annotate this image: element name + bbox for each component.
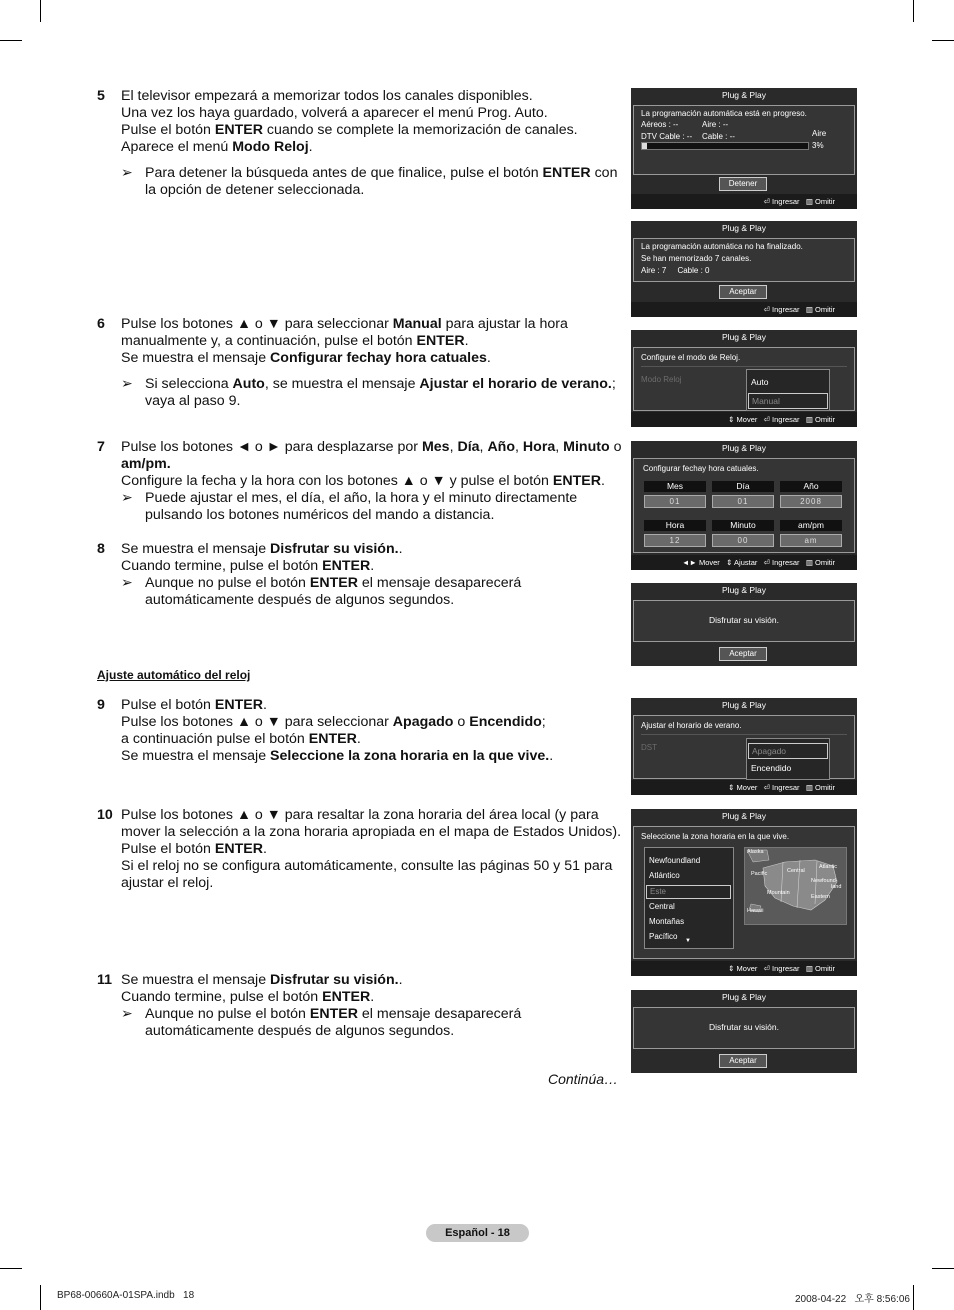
step-line: Cuando termine, pulse el botón ENTER. <box>121 989 375 1005</box>
crop-mark <box>913 1285 914 1310</box>
page-number-badge: Español - 18 <box>426 1224 529 1242</box>
step-line: Cuando termine, pulse el botón ENTER. <box>121 558 375 574</box>
step-line: Pulse los botones ▲ o ▼ para seleccionar Apagado o Encendido; <box>121 714 546 730</box>
updown-icon: ⇕ <box>728 783 735 792</box>
step-line: Pulse el botón ENTER. <box>121 697 267 713</box>
option-manual[interactable]: Manual <box>748 393 828 409</box>
crop-mark <box>0 40 22 41</box>
osd-message: Aire : 7 Cable : 0 <box>641 266 710 275</box>
step-line: Si el reloj no se configura automáticamente, consulte las páginas 50 y 51 para ajustar el reloj. <box>121 858 613 891</box>
osd-title: Plug & Play <box>722 332 766 342</box>
updown-icon: ⇕ <box>728 964 735 973</box>
stop-button[interactable]: Detener <box>719 177 767 191</box>
timezone-item[interactable]: Central <box>649 902 675 911</box>
progress-fill <box>642 143 647 149</box>
osd-panel <box>633 347 855 411</box>
us-map <box>744 847 847 925</box>
osd-footer: ⇕ Mover ⏎ Ingresar ▥ Omitir <box>631 961 857 976</box>
updown-icon: ⇕ <box>726 558 733 567</box>
skip-icon: ▥ <box>805 305 813 314</box>
print-file-label: BP68-00660A-01SPA.indb 18 <box>57 1290 195 1301</box>
osd-text: DTV Cable : -- <box>641 132 693 141</box>
osd-panel <box>633 105 855 175</box>
crop-mark <box>0 1268 22 1269</box>
step-note: ➢ Aunque no pulse el botón ENTER el mensaje desaparecerá automáticamente después de algunos segundos. <box>121 1006 522 1039</box>
minute-header: Minuto <box>712 520 774 531</box>
section-heading: Ajuste automático del reloj <box>97 668 251 682</box>
step-number: 10 <box>97 807 113 823</box>
step-note: ➢ Aunque no pulse el botón ENTER el mensaje desaparecerá automáticamente después de algunos segundos. <box>121 575 522 608</box>
map-label: Newfound- <box>811 878 838 884</box>
osd-message: Seleccione la zona horaria en la que vive. <box>641 832 790 841</box>
skip-icon: ▥ <box>805 197 813 206</box>
osd-enjoy-screen <box>631 583 857 666</box>
step-line: Pulse el botón ENTER cuando se complete la memorización de canales. <box>121 122 578 138</box>
crop-mark <box>40 0 41 22</box>
osd-text: Cable : -- <box>702 132 735 141</box>
step-line: Configure la fecha y la hora con los botones ▲ o ▼ y pulse el botón ENTER. <box>121 473 605 489</box>
osd-panel <box>633 600 855 642</box>
osd-title: Plug & Play <box>722 443 766 453</box>
print-date-label: 2008-04-22 오후 8:56:06 <box>795 1294 910 1305</box>
arrow-icon: ➢ <box>121 490 133 506</box>
arrow-icon: ➢ <box>121 165 133 181</box>
accept-button[interactable]: Aceptar <box>719 1054 767 1068</box>
step-number: 6 <box>97 316 105 332</box>
crop-mark <box>932 40 954 41</box>
osd-footer: ⇕ Mover ⏎ Ingresar ▥ Omitir <box>631 412 857 427</box>
step-line: Aparece el menú Modo Reloj. <box>121 139 313 155</box>
step-8 <box>97 541 622 609</box>
osd-title: Plug & Play <box>722 90 766 100</box>
osd-text: Aire : -- <box>702 120 729 129</box>
step-9 <box>97 697 622 765</box>
crop-mark <box>40 1285 41 1310</box>
month-field[interactable]: 01 <box>644 495 706 508</box>
skip-icon: ▥ <box>805 558 813 567</box>
osd-footer: ⏎ Ingresar ▥ Omitir <box>631 194 857 209</box>
scroll-down-icon[interactable]: ▼ <box>685 938 691 944</box>
year-header: Año <box>780 481 842 492</box>
step-number: 9 <box>97 697 105 713</box>
step-note: ➢ Si selecciona Auto, se muestra el mensaje Ajustar el horario de verano.; vaya al paso 9. <box>121 376 616 409</box>
progress-bar <box>641 142 809 150</box>
step-number: 8 <box>97 541 105 557</box>
osd-enjoy-screen-2 <box>631 990 857 1073</box>
osd-message: Disfrutar su visión. <box>709 615 779 625</box>
updown-icon: ⇕ <box>728 415 735 424</box>
step-note: ➢ Para detener la búsqueda antes de que finalice, pulse el botón ENTER con la opción de detener seleccionada. <box>121 165 618 198</box>
enter-icon: ⏎ <box>763 783 770 792</box>
osd-clock-mode-screen <box>631 330 857 427</box>
progress-percent: 3% <box>812 141 824 150</box>
step-line: El televisor empezará a memorizar todos los canales disponibles. <box>121 88 533 104</box>
osd-progress-screen <box>631 88 857 209</box>
osd-text: Aéreos : -- <box>641 120 679 129</box>
arrow-icon: ➢ <box>121 575 133 591</box>
osd-panel <box>633 238 855 282</box>
osd-message: La programación automática no ha finalizado. <box>641 242 803 251</box>
option-auto[interactable]: Auto <box>751 377 769 387</box>
osd-panel <box>633 1007 855 1049</box>
step-line: Pulse el botón ENTER. <box>121 841 267 857</box>
step-number: 5 <box>97 88 105 104</box>
osd-title: Plug & Play <box>722 223 766 233</box>
crop-mark <box>932 1268 954 1269</box>
osd-panel <box>633 826 855 959</box>
enter-icon: ⏎ <box>763 964 770 973</box>
ampm-header: am/pm <box>780 520 842 531</box>
osd-message: Disfrutar su visión. <box>709 1022 779 1032</box>
day-field[interactable]: 01 <box>712 495 774 508</box>
arrow-icon: ➢ <box>121 376 133 392</box>
divider <box>641 366 847 367</box>
step-line: Una vez los haya guardado, volverá a aparecer el menú Prog. Auto. <box>121 105 548 121</box>
map-label: Central <box>787 868 805 874</box>
step-number: 11 <box>97 972 112 988</box>
osd-datetime-screen <box>631 441 857 570</box>
month-header: Mes <box>644 481 706 492</box>
osd-footer: ◄► Mover ⇕ Ajustar ⏎ Ingresar ▥ Omitir <box>631 555 857 570</box>
osd-message: Configurar fechay hora catuales. <box>643 464 759 473</box>
osd-result-screen <box>631 221 857 317</box>
timezone-item[interactable]: Newfoundland <box>649 856 701 865</box>
osd-title: Plug & Play <box>722 585 766 595</box>
osd-footer: ⏎ Ingresar ▥ Omitir <box>631 302 857 317</box>
dst-dropdown[interactable] <box>746 738 830 780</box>
enter-icon: ⏎ <box>763 197 770 206</box>
option-on[interactable]: Encendido <box>751 763 792 773</box>
map-label: Hawaii <box>747 908 764 914</box>
arrow-icon: ➢ <box>121 1006 133 1022</box>
map-label: Mountain <box>767 890 790 896</box>
enter-icon: ⏎ <box>763 415 770 424</box>
osd-message: La programación automática está en progreso. <box>641 109 807 118</box>
osd-title: Plug & Play <box>722 700 766 710</box>
step-line: Se muestra el mensaje Seleccione la zona horaria en la que vive.. <box>121 748 554 764</box>
osd-title: Plug & Play <box>722 992 766 1002</box>
step-line: Se muestra el mensaje Configurar fechay hora catuales. <box>121 350 491 366</box>
option-off[interactable]: Apagado <box>748 743 828 759</box>
step-line: Pulse los botones ◄ o ► para desplazarse por Mes, Día, Año, Hora, Minuto o am/pm. <box>121 439 622 472</box>
osd-title: Plug & Play <box>722 811 766 821</box>
dst-label: DST <box>641 743 657 752</box>
map-label: land <box>831 884 842 890</box>
osd-text: Aire <box>812 129 827 138</box>
osd-footer: ⇕ Mover ⏎ Ingresar ▥ Omitir <box>631 780 857 795</box>
enter-icon: ⏎ <box>763 558 770 567</box>
timezone-item-selected[interactable]: Este <box>646 885 731 899</box>
step-line: a continuación pulse el botón ENTER. <box>121 731 361 747</box>
hour-field[interactable]: 12 <box>644 534 706 547</box>
step-line: Pulse los botones ▲ o ▼ para resaltar la zona horaria del área local (y para mover la selección a la zona horaria apropiada en el mapa de Estados Unidos). <box>121 807 622 840</box>
osd-timezone-screen <box>631 809 857 976</box>
osd-dst-screen <box>631 698 857 795</box>
step-note: ➢ Puede ajustar el mes, el día, el año, la hora y el minuto directamente pulsando los botones numéricos del mando a distancia. <box>121 490 578 523</box>
timezone-item[interactable]: Montañas <box>649 917 685 926</box>
clock-mode-label: Modo Reloj <box>641 375 682 384</box>
clock-mode-dropdown[interactable] <box>746 369 830 411</box>
leftright-icon: ◄► <box>682 558 697 567</box>
osd-message: Se han memorizado 7 canales. <box>641 254 752 263</box>
timezone-item[interactable]: Pacífico <box>649 932 678 941</box>
step-5 <box>97 88 622 199</box>
crop-mark <box>913 0 914 22</box>
hour-header: Hora <box>644 520 706 531</box>
step-6 <box>97 316 622 410</box>
day-header: Día <box>712 481 774 492</box>
timezone-list[interactable] <box>644 847 734 949</box>
step-line: Pulse los botones ▲ o ▼ para seleccionar Manual para ajustar la hora manualmente y, a continuación, pulse el botón ENTER. <box>121 316 568 349</box>
map-label: Atlantic <box>819 864 838 870</box>
step-number: 7 <box>97 439 105 455</box>
step-line: Se muestra el mensaje Disfrutar su visión.. <box>121 541 403 557</box>
enter-icon: ⏎ <box>763 305 770 314</box>
divider <box>641 734 847 735</box>
osd-message: Ajustar el horario de verano. <box>641 721 742 730</box>
map-label: Alaska <box>747 849 764 855</box>
step-11 <box>97 972 622 1040</box>
skip-icon: ▥ <box>805 964 813 973</box>
map-label: Eastern <box>811 894 830 900</box>
continued-label: Continúa… <box>548 1071 619 1087</box>
step-line: Se muestra el mensaje Disfrutar su visión.. <box>121 972 403 988</box>
osd-message: Configure el modo de Reloj. <box>641 353 741 362</box>
accept-button[interactable]: Aceptar <box>719 647 767 661</box>
minute-field[interactable]: 00 <box>712 534 774 547</box>
step-7 <box>97 439 622 524</box>
step-10 <box>97 807 622 892</box>
osd-panel <box>633 715 855 779</box>
skip-icon: ▥ <box>805 415 813 424</box>
timezone-item[interactable]: Atlántico <box>649 871 680 880</box>
skip-icon: ▥ <box>805 783 813 792</box>
map-label: Pacific <box>751 871 768 877</box>
ampm-field[interactable]: am <box>780 534 842 547</box>
year-field[interactable]: 2008 <box>780 495 842 508</box>
accept-button[interactable]: Aceptar <box>719 285 767 299</box>
osd-panel <box>633 458 855 553</box>
